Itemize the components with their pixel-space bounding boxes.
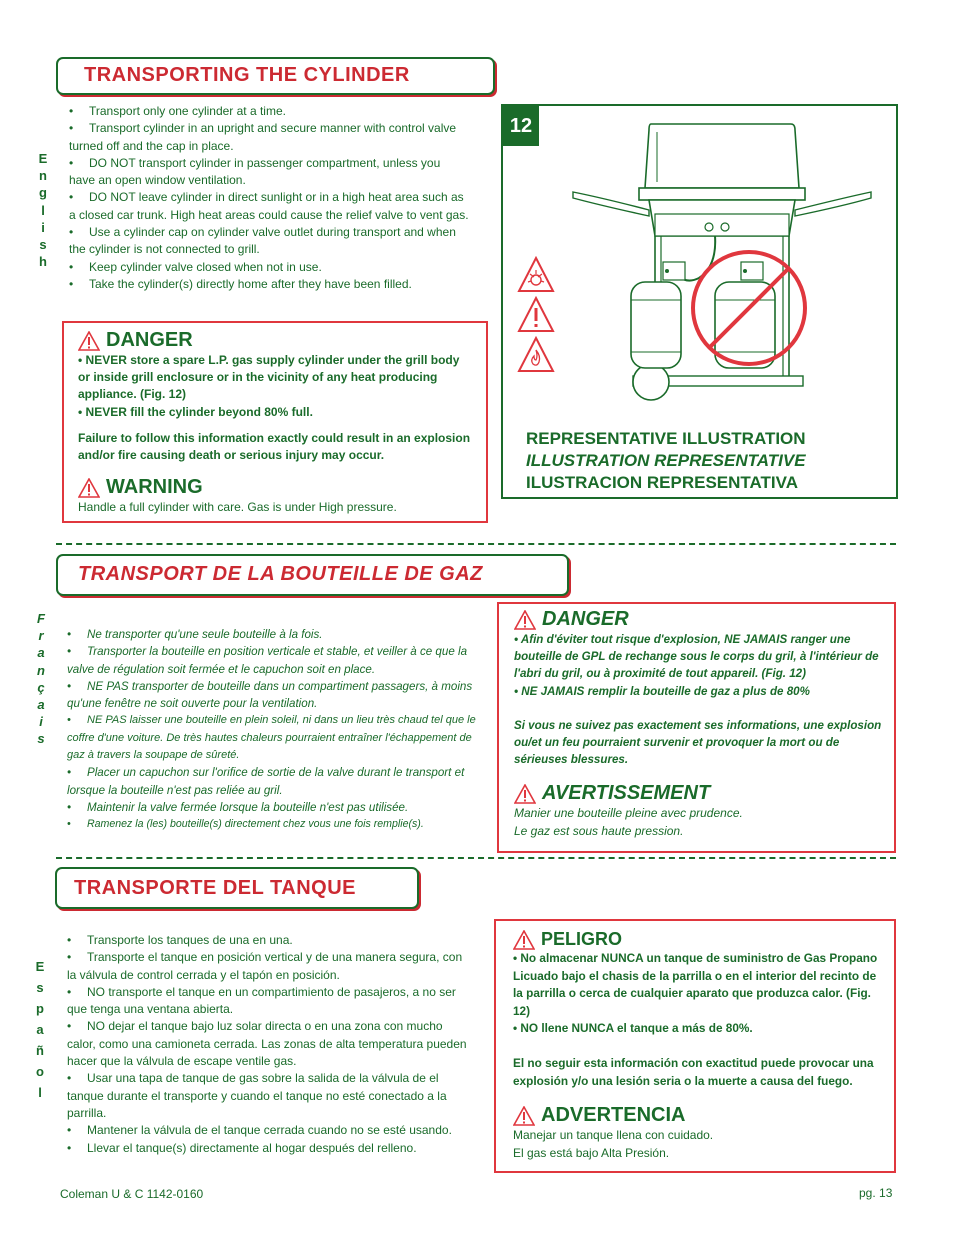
list-item: • NE PAS laisser une bouteille en plein soleil, ni dans un lieu très chaud tel que le coffre d'une voiture. De très hautes chaleurs pourraient entraîner l'échappement de gaz à travers la soupape de sûreté. [67,714,476,762]
list-item: • Transporte el tanque en posición vertical y de una manera segura, con la válvula de control cerrada y el tapón en posición. [67,950,463,982]
list-item: • NO dejar el tanque bajo luz solar directa o en una zona con mucho calor, como una camioneta cerrada. Las zonas de alta temperatura pueden hacer que la válvula de escape ventile gas. [67,1019,467,1069]
danger-heading-text: PELIGRO [541,929,623,949]
danger-item: • Afin d'éviter tout risque d'explosion, NE JAMAIS ranger une bouteille de GPL de rechange sous le corps du gril, à l'intérieur de l'abri du gril, ou à proximité de tout appareil. (Fig. 12) [514,633,879,681]
fire-hazard-icon [517,336,555,374]
warning-heading-text: AVERTISSEMENT [542,782,711,805]
warning-line: Manejar un tanque llena con cuidado. [513,1128,714,1143]
danger-heading [514,608,884,631]
side-letter: s [37,731,45,747]
side-letter: s [39,237,47,253]
spanish-section-title [55,867,419,909]
list-item: • DO NOT leave cylinder in direct sunlight or in a high heat area such as a closed car trunk. High heat areas could cause the relief valve to vent gas. [69,190,469,222]
side-letter: F [37,611,45,626]
section-divider [56,543,896,545]
warning-text: Handle a full cylinder with care. Gas is under High pressure. [78,500,397,515]
warning-triangle-icon [513,930,535,950]
spanish-danger-box [494,919,896,1173]
explosion-hazard-icon [517,256,555,294]
side-letter: l [38,1085,42,1100]
list-item: • Mantener la válvula de el tanque cerrada cuando no se esté usando. [67,1123,452,1138]
danger-item: • No almacenar NUNCA un tanque de suministro de Gas Propano Licuado bajo el chasis de la parrilla o en el interior del recinto de la parrilla o cerca de cualquier aparato que produzca calor. (Fig. 12) [513,951,878,1018]
caption-english: REPRESENTATIVE ILLUSTRATION [526,429,806,448]
side-letter: n [37,662,45,678]
english-danger-box [62,321,488,523]
danger-heading-text: DANGER [106,329,193,351]
list-item: • DO NOT transport cylinder in passenger compartment, unless you have an open window ventilation. [69,155,441,188]
section-divider [56,857,896,859]
footer-document-id: Coleman U & C 1142-0160 [60,1187,204,1201]
warning-line: El gas está bajo Alta Presión. [513,1145,670,1160]
caution-hazard-icon [517,296,555,334]
warning-heading-text: WARNING [106,476,203,499]
french-section-title [56,554,569,596]
list-item: • Take the cylinder(s) directly home after they have been filled. [69,276,412,291]
danger-failure-text: Failure to follow this information exactly could result in an explosion and/or fire causing death or serious injury may occur. [78,430,471,463]
side-letter: p [36,1001,44,1016]
danger-failure-text: Si vous ne suivez pas exactement ses informations, une explosion ou/et un feu pourraient survenir et provoquer la mort ou de sérieuses blessures. [514,718,882,767]
french-danger-box [497,602,896,853]
list-item: • Transport cylinder in an upright and secure manner with control valve turned off and the cap in place. [69,121,457,153]
warning-line: Manier une bouteille pleine avec prudence. [514,806,743,821]
list-item: • NO transporte el tanque en un compartimiento de pasajeros, a no ser que tenga una ventana abierta. [67,984,456,1017]
footer-page-number: pg. 13 [859,1186,893,1200]
list-item: • Llevar el tanque(s) directamente al hogar después del relleno. [67,1140,417,1155]
list-item: • Maintenir la valve fermée lorsque la bouteille n'est pas utilisée. [67,800,409,814]
danger-heading [513,929,884,950]
side-letter: E [35,959,45,974]
list-item: • NE PAS transporter de bouteille dans un compartiment passagers, à moins qu'une fenêtre ne soit ouverte pour la ventilation. [67,679,473,711]
danger-failure-text: El no seguir esta información con exactitud puede provocar una explosión y/o una lesión seria o la muerte a causa del fuego. [513,1055,874,1088]
figure-number: 12 [503,106,539,146]
side-letter: E [38,151,48,166]
list-item: • Transport only one cylinder at a time. [69,104,286,118]
side-letter: i [39,714,43,730]
warning-line: Le gaz est sous haute pression. [514,823,684,838]
danger-heading [78,329,474,352]
side-letter: o [36,1064,44,1079]
side-letter: r [38,628,44,644]
list-item: • Ramenez la (les) bouteille(s) directement chez vous une fois remplie(s). [67,818,424,831]
french-title-text: TRANSPORT DE LA BOUTEILLE DE GAZ [78,563,483,585]
list-item: • Transporter la bouteille en position verticale et stable, et veiller à ce que la valve de régulation soit fermée et le capuchon soit en place. [67,645,468,676]
warning-triangle-icon [514,610,536,630]
danger-item: • NO llene NUNCA el tanque a más de 80%. [513,1021,753,1036]
danger-heading-text: DANGER [542,608,629,630]
side-letter: a [37,645,45,661]
spanish-title-text: TRANSPORTE DEL TANQUE [74,877,356,899]
warning-triangle-icon [78,331,100,351]
side-letter: a [37,697,45,713]
warning-heading-text: ADVERTENCIA [541,1104,686,1127]
side-letter: g [39,185,47,201]
warning-triangle-icon [514,784,536,804]
warning-heading [78,476,474,499]
english-title-text: TRANSPORTING THE CYLINDER [84,64,410,86]
danger-item: • NEVER fill the cylinder beyond 80% full. [78,404,313,419]
side-letter: i [41,219,45,235]
list-item: • Transporte los tanques de una en una. [67,933,293,947]
side-letter: n [39,168,47,184]
english-section-title [56,57,495,95]
list-item: • Placer un capuchon sur l'orifice de sortie de la valve durant le transport et lorsque la bouteille n'est pas reliée au gril. [67,766,465,797]
warning-heading [513,1104,884,1127]
french-bullet-list [67,626,477,834]
caption-spanish: ILUSTRACION REPRESENTATIVA [526,473,799,492]
side-letter: a [36,1022,44,1037]
spanish-side-label [33,956,47,1103]
english-bullet-list [69,103,469,293]
side-letter: ç [37,679,45,695]
side-letter: h [39,254,47,270]
list-item: • Usar una tapa de tanque de gas sobre la salida de la válvula de el tanque durante el transporte y cuando el tanque no esté conectado a la parrilla. [67,1071,447,1120]
figure-12 [501,104,898,499]
list-item: • Keep cylinder valve closed when not in use. [69,259,322,274]
warning-heading [514,782,884,805]
side-letter: s [36,980,44,995]
side-letter: l [41,202,45,218]
list-item: • Use a cylinder cap on cylinder valve outlet during transport and when the cylinder is not connected to grill. [69,225,456,257]
danger-item: • NEVER store a spare L.P. gas supply cylinder under the grill body or inside grill enclosure or in the vicinity of any heat producing appliance. (Fig. 12) [78,353,460,402]
french-side-label [34,610,48,748]
danger-item: • NE JAMAIS remplir la bouteille de gaz a plus de 80% [514,684,810,698]
warning-triangle-icon [513,1106,535,1126]
grill-illustration [503,106,896,406]
english-side-label [36,150,50,270]
caption-french: ILLUSTRATION REPRESENTATIVE [526,451,806,470]
spanish-bullet-list [67,932,472,1157]
warning-triangle-icon [78,478,100,498]
side-letter: ñ [36,1043,44,1058]
list-item: • Ne transporter qu'une seule bouteille à la fois. [67,628,323,641]
